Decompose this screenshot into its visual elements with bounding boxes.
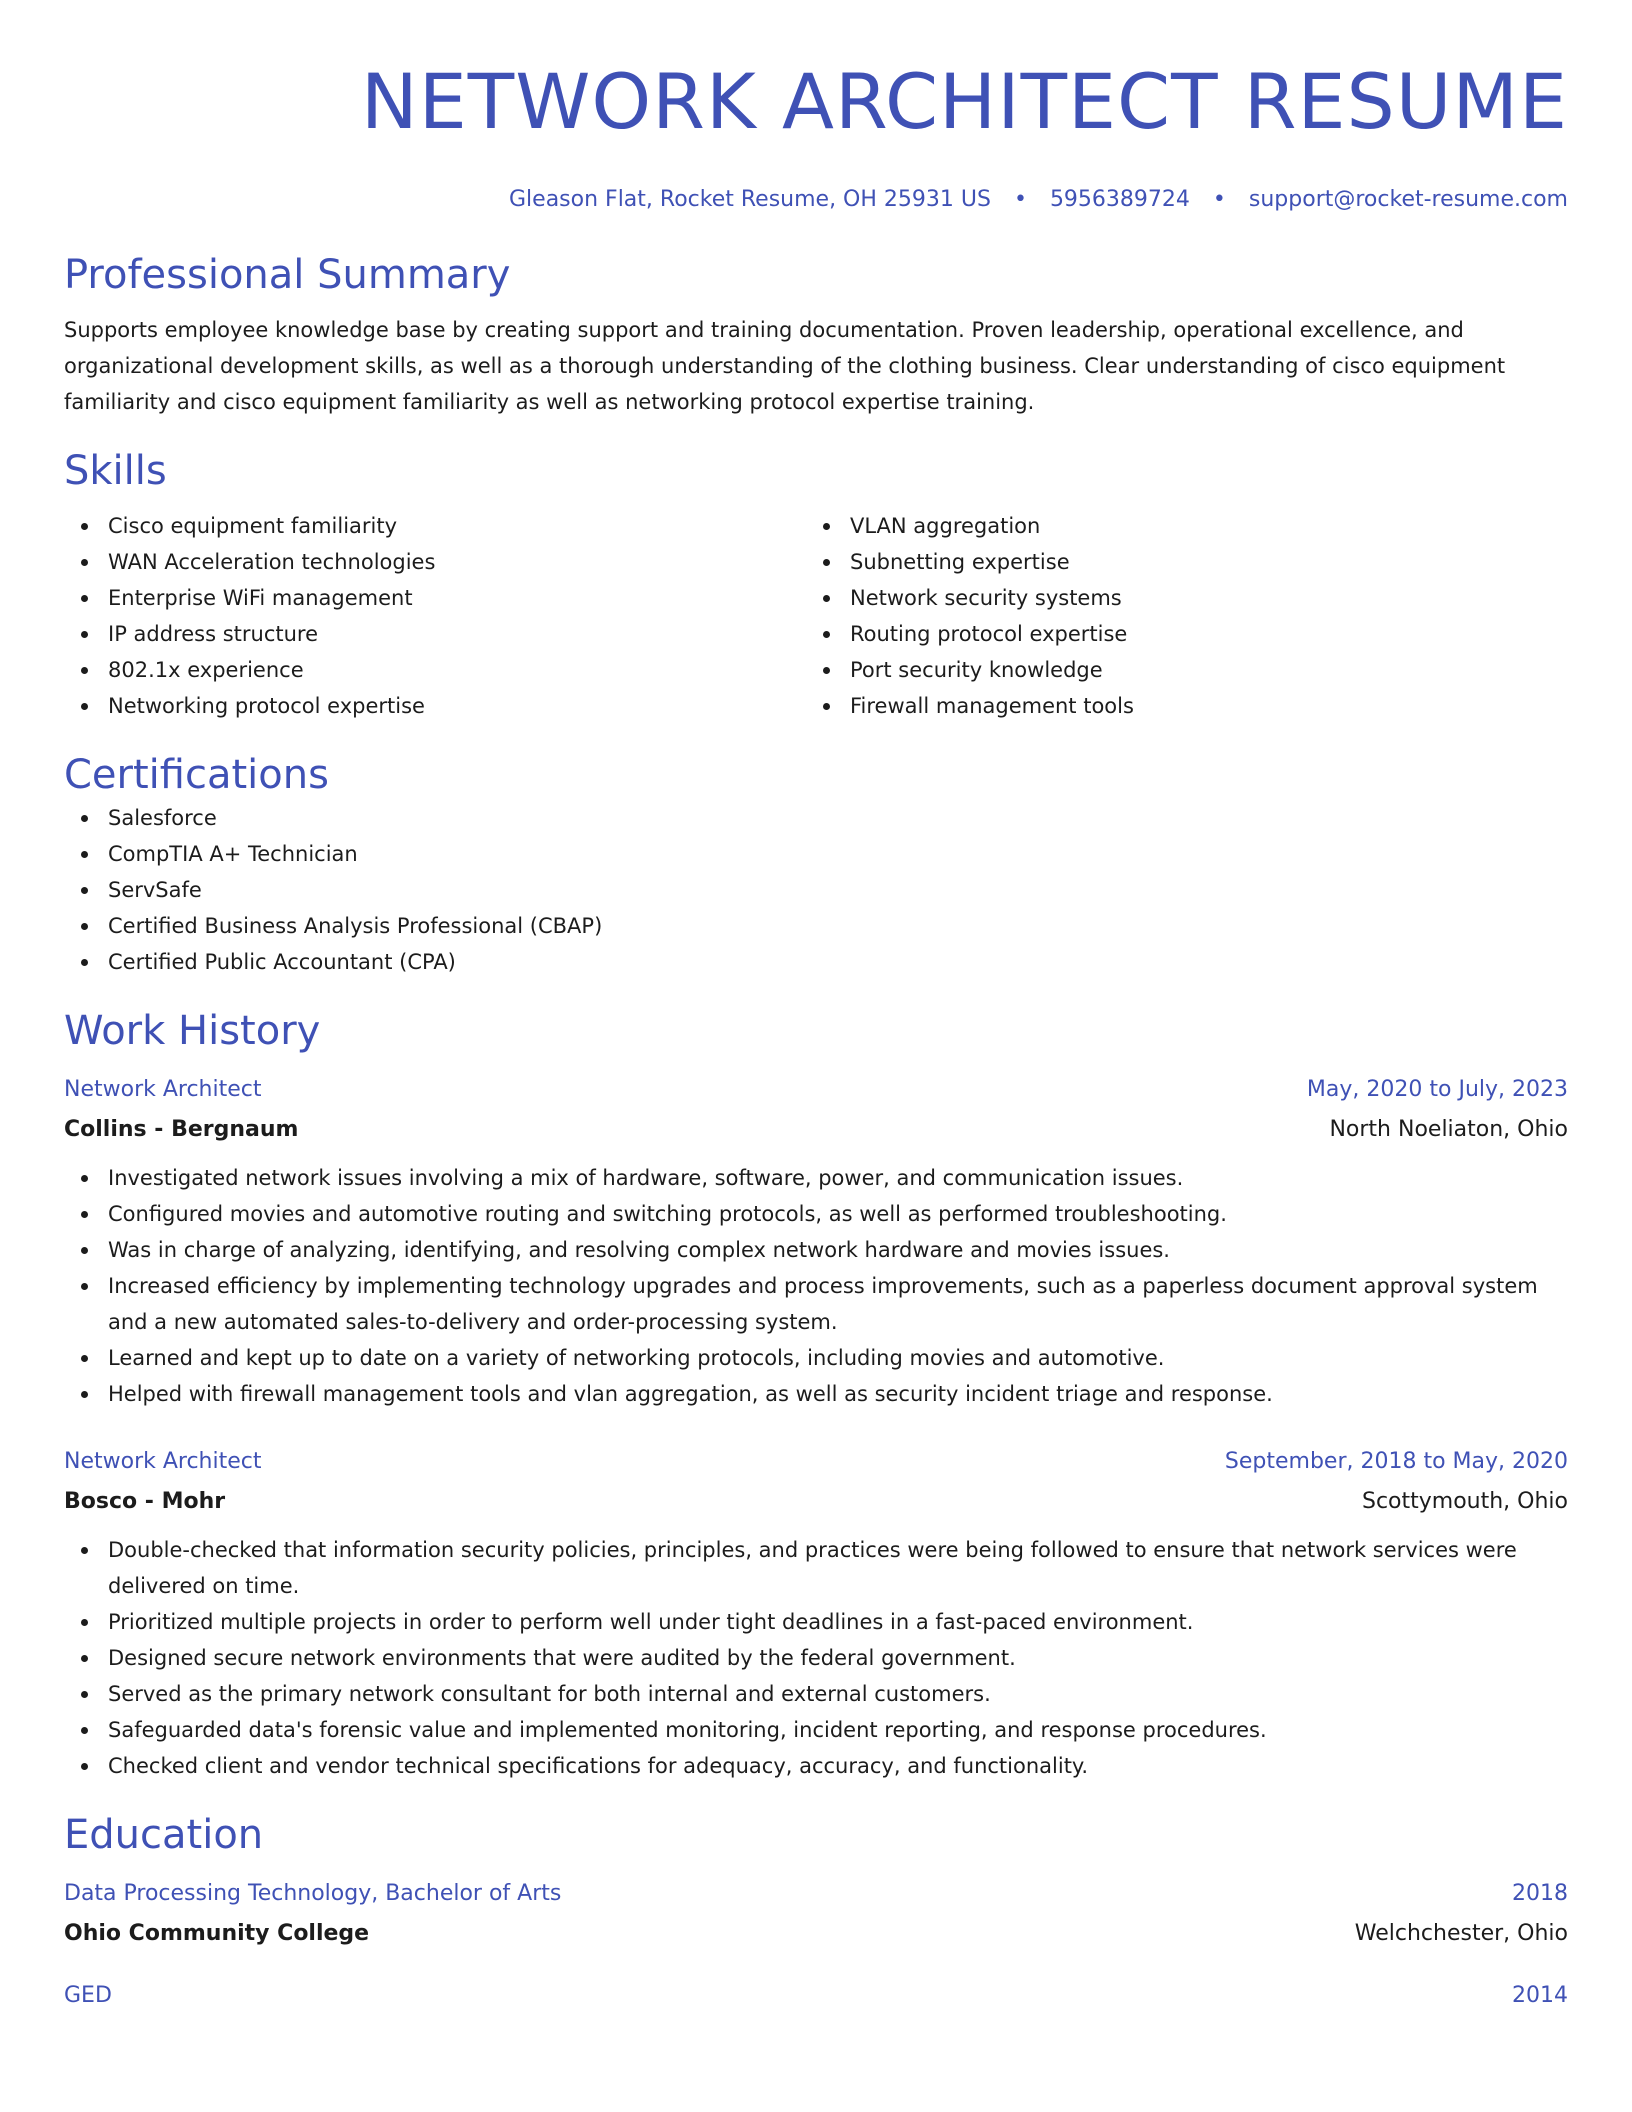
resume-title: NETWORK ARCHITECT RESUME [360, 57, 1568, 146]
job-bullet: Was in charge of analyzing, identifying, and resolving complex network hardware and movies issues. [64, 1232, 1568, 1268]
certification-item: CompTIA A+ Technician [64, 836, 1568, 872]
education-degree: Data Processing Technology, Bachelor of Arts [64, 1881, 562, 1906]
job-dates: May, 2020 to July, 2023 [1306, 1077, 1568, 1102]
contact-separator: • [1212, 187, 1226, 212]
contact-phone[interactable]: 5956389724 [1049, 187, 1190, 212]
job-bullets [64, 1532, 1568, 1784]
job-title-row [64, 1442, 1568, 1482]
certification-item: Certified Business Analysis Professional (CBAP) [64, 908, 1568, 944]
skill-item: Port security knowledge [806, 652, 1548, 688]
skill-item: 802.1x experience [64, 652, 806, 688]
education-year: 2018 [1512, 1881, 1568, 1906]
job-bullet: Increased efficiency by implementing technology upgrades and process improvements, such as a paperless document approval system and a new automated sales-to-delivery and order-processing system. [64, 1268, 1568, 1340]
skill-item: Cisco equipment familiarity [64, 508, 806, 544]
skill-item: Routing protocol expertise [806, 616, 1548, 652]
skill-item: Subnetting expertise [806, 544, 1548, 580]
job-title-row [64, 1070, 1568, 1110]
skills-list-left [64, 508, 806, 724]
summary-text: Supports employee knowledge base by creating support and training documentation. Proven leadership, operational excellence, and organizational development skills, as well as a thorough understanding of the clothing business. Clear understanding of cisco equipment familiarity and cisco equipment familiarity as well as networking protocol expertise training. [64, 318, 1506, 414]
job-company: Collins - Bergnaum [64, 1117, 299, 1142]
skills-heading: Skills [64, 448, 167, 494]
job-bullet: Helped with firewall management tools and vlan aggregation, as well as security incident triage and response. [64, 1376, 1568, 1412]
skill-item: Networking protocol expertise [64, 688, 806, 724]
job-bullet: Learned and kept up to date on a variety of networking protocols, including movies and automotive. [64, 1340, 1568, 1376]
job-bullet: Configured movies and automotive routing and switching protocols, as well as performed troubleshooting. [64, 1196, 1568, 1232]
skill-item: VLAN aggregation [806, 508, 1548, 544]
job-title: Network Architect [64, 1077, 262, 1102]
contact-email[interactable]: support@rocket-resume.com [1248, 187, 1568, 212]
job-bullet: Designed secure network environments that were audited by the federal government. [64, 1640, 1568, 1676]
contact-separator: • [1013, 187, 1027, 212]
education-entry [64, 1976, 1568, 2016]
education-degree: GED [64, 1983, 112, 2008]
job-bullet: Investigated network issues involving a mix of hardware, software, power, and communication issues. [64, 1160, 1568, 1196]
certifications-heading: Certifications [64, 752, 329, 798]
job-bullet: Double-checked that information security policies, principles, and practices were being followed to ensure that network services were delivered on time. [64, 1532, 1568, 1604]
work-history-heading: Work History [64, 1008, 321, 1054]
summary-heading: Professional Summary [64, 252, 511, 298]
certification-item: Certified Public Accountant (CPA) [64, 944, 1568, 980]
skill-item: Enterprise WiFi management [64, 580, 806, 616]
certifications-list [64, 800, 1568, 980]
job-location: North Noeliaton, Ohio [1329, 1117, 1568, 1142]
education-heading: Education [64, 1812, 264, 1858]
education-entry [64, 1874, 1568, 1954]
education-school: Ohio Community College [64, 1921, 370, 1946]
job-dates: September, 2018 to May, 2020 [1224, 1449, 1568, 1474]
job-entry [64, 1070, 1568, 1412]
education-location: Welchchester, Ohio [1354, 1921, 1568, 1946]
certification-item: ServSafe [64, 872, 1568, 908]
job-bullets [64, 1160, 1568, 1412]
job-company-row [64, 1110, 1568, 1150]
skill-item: Network security systems [806, 580, 1548, 616]
education-year: 2014 [1512, 1983, 1568, 2008]
skill-item: IP address structure [64, 616, 806, 652]
job-company: Bosco - Mohr [64, 1489, 226, 1514]
skill-item: Firewall management tools [806, 688, 1548, 724]
job-location: Scottymouth, Ohio [1361, 1489, 1568, 1514]
contact-line [64, 184, 1568, 216]
contact-address: Gleason Flat, Rocket Resume, OH 25931 US [509, 187, 991, 212]
skills-grid [64, 508, 1568, 724]
job-entry [64, 1442, 1568, 1784]
skills-list-right [806, 508, 1548, 724]
education-degree-row [64, 1874, 1568, 1914]
job-bullet: Safeguarded data's forensic value and implemented monitoring, incident reporting, and response procedures. [64, 1712, 1568, 1748]
job-company-row [64, 1482, 1568, 1522]
education-degree-row [64, 1976, 1568, 2016]
certification-item: Salesforce [64, 800, 1568, 836]
job-bullet: Checked client and vendor technical specifications for adequacy, accuracy, and functionality. [64, 1748, 1568, 1784]
job-bullet: Served as the primary network consultant for both internal and external customers. [64, 1676, 1568, 1712]
skill-item: WAN Acceleration technologies [64, 544, 806, 580]
education-school-row [64, 1914, 1568, 1954]
job-title: Network Architect [64, 1449, 262, 1474]
job-bullet: Prioritized multiple projects in order to perform well under tight deadlines in a fast-paced environment. [64, 1604, 1568, 1640]
